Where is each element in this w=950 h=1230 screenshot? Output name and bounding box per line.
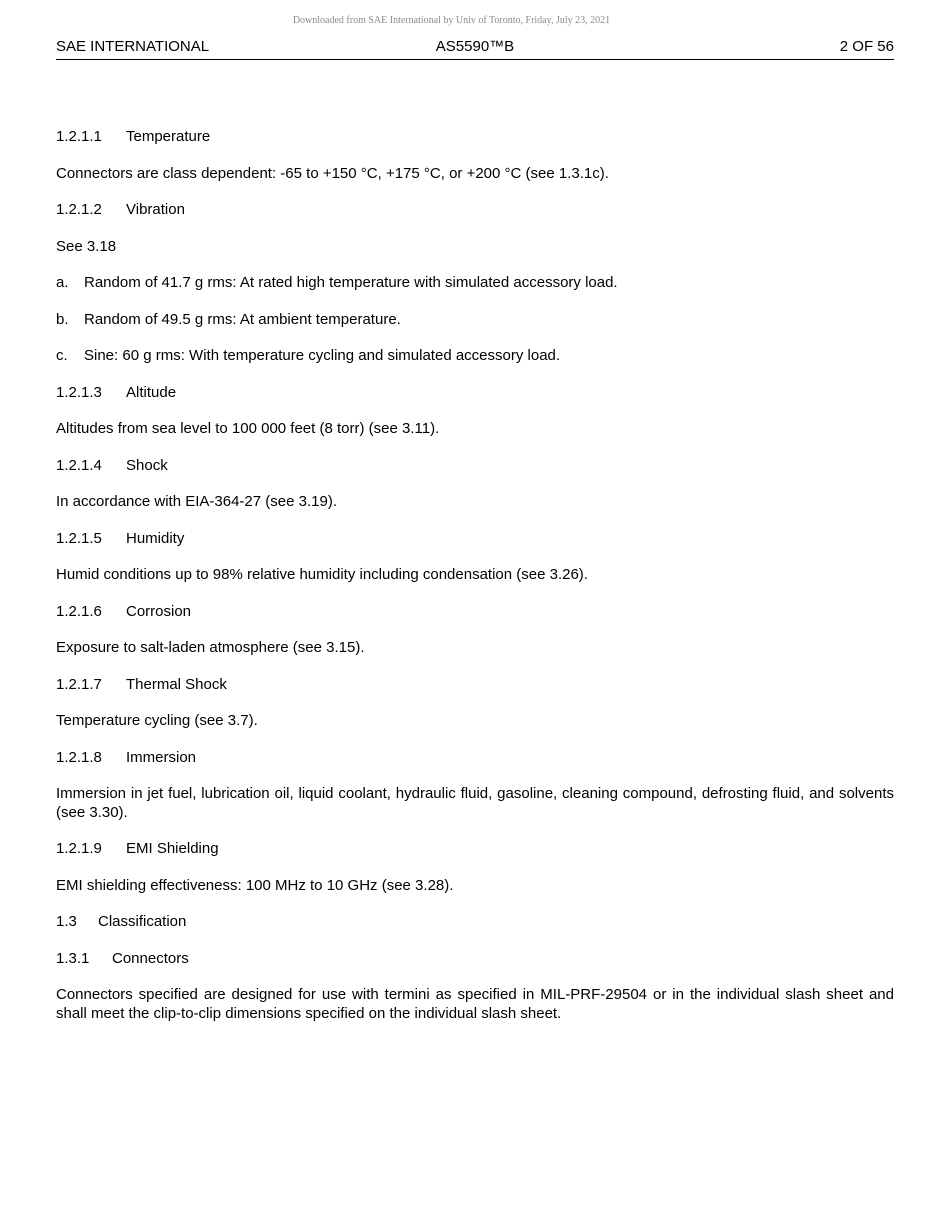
section-number: 1.2.1.3 <box>56 383 102 401</box>
section-title: Humidity <box>126 529 185 547</box>
download-watermark: Downloaded from SAE International by Univ of Toronto, Friday, July 23, 2021 <box>292 15 611 26</box>
section-title: Immersion <box>126 748 197 766</box>
section-number: 1.2.1.4 <box>56 456 102 474</box>
section-title: EMI Shielding <box>126 840 219 857</box>
list-letter: a. <box>56 274 69 291</box>
heading-corrosion <box>56 603 894 622</box>
paragraph-emi-shielding: EMI shielding effectiveness: 100 MHz to 10 GHz (see 3.28). <box>56 876 454 894</box>
list-text: Random of 41.7 g rms: At rated high temperature with simulated accessory load. <box>84 274 618 291</box>
section-title: Corrosion <box>126 602 192 620</box>
paragraph-connectors: Connectors specified are designed for use with termini as specified in MIL-PRF-29504 or in the individual slash sheet and shall meet the clip-to-clip dimensions specified on the individual slash sheet. <box>56 986 894 1022</box>
list-text: Random of 49.5 g rms: At ambient temperature. <box>84 310 401 328</box>
section-title: Shock <box>126 456 168 474</box>
heading-connectors <box>56 950 894 969</box>
section-title: Thermal Shock <box>126 675 227 693</box>
paragraph-thermal-shock: Temperature cycling (see 3.7). <box>56 712 258 729</box>
paragraph-humidity: Humid conditions up to 98% relative humidity including condensation (see 3.26). <box>56 566 588 583</box>
section-number: 1.2.1.8 <box>56 748 102 766</box>
heading-emi-shielding <box>56 840 894 859</box>
header-publisher: SAE INTERNATIONAL <box>56 38 210 55</box>
heading-altitude <box>56 384 894 403</box>
header-page-number: 2 OF 56 <box>839 38 894 55</box>
heading-vibration <box>56 201 894 220</box>
list-letter: c. <box>56 347 68 364</box>
page-header <box>56 38 894 60</box>
section-number: 1.2.1.9 <box>56 840 102 857</box>
section-title: Connectors <box>112 949 189 967</box>
section-number: 1.2.1.6 <box>56 602 102 620</box>
section-number: 1.3 <box>56 913 77 930</box>
section-title: Classification <box>98 913 187 930</box>
heading-shock <box>56 457 894 476</box>
paragraph-immersion: Immersion in jet fuel, lubrication oil, liquid coolant, hydraulic fluid, gasoline, cleaning compound, defrosting fluid, and solvents (see 3.30). <box>56 785 894 821</box>
page-content <box>56 128 894 1041</box>
heading-immersion <box>56 749 894 768</box>
paragraph-shock: In accordance with EIA-364-27 (see 3.19). <box>56 493 337 510</box>
list-letter: b. <box>56 310 69 328</box>
heading-thermal-shock <box>56 676 894 695</box>
paragraph-vibration: See 3.18 <box>56 237 117 255</box>
heading-classification <box>56 913 894 932</box>
paragraph-temperature: Connectors are class dependent: -65 to +150 °C, +175 °C, or +200 °C (see 1.3.1c). <box>56 164 609 182</box>
list-item-a <box>56 274 894 293</box>
section-title: Altitude <box>126 383 177 401</box>
header-document-id: AS5590™B <box>435 38 515 55</box>
list-item-c <box>56 347 894 366</box>
heading-temperature <box>56 128 894 147</box>
section-title: Temperature <box>126 128 211 145</box>
paragraph-corrosion: Exposure to salt-laden atmosphere (see 3.15). <box>56 639 365 656</box>
section-number: 1.2.1.2 <box>56 201 102 218</box>
section-title: Vibration <box>126 201 185 218</box>
paragraph-altitude: Altitudes from sea level to 100 000 feet (8 torr) (see 3.11). <box>56 420 440 437</box>
list-text: Sine: 60 g rms: With temperature cycling and simulated accessory load. <box>84 347 561 364</box>
section-number: 1.2.1.5 <box>56 529 102 547</box>
section-number: 1.2.1.7 <box>56 675 102 693</box>
list-item-b <box>56 311 894 330</box>
section-number: 1.3.1 <box>56 949 90 967</box>
heading-humidity <box>56 530 894 549</box>
section-number: 1.2.1.1 <box>56 128 102 145</box>
